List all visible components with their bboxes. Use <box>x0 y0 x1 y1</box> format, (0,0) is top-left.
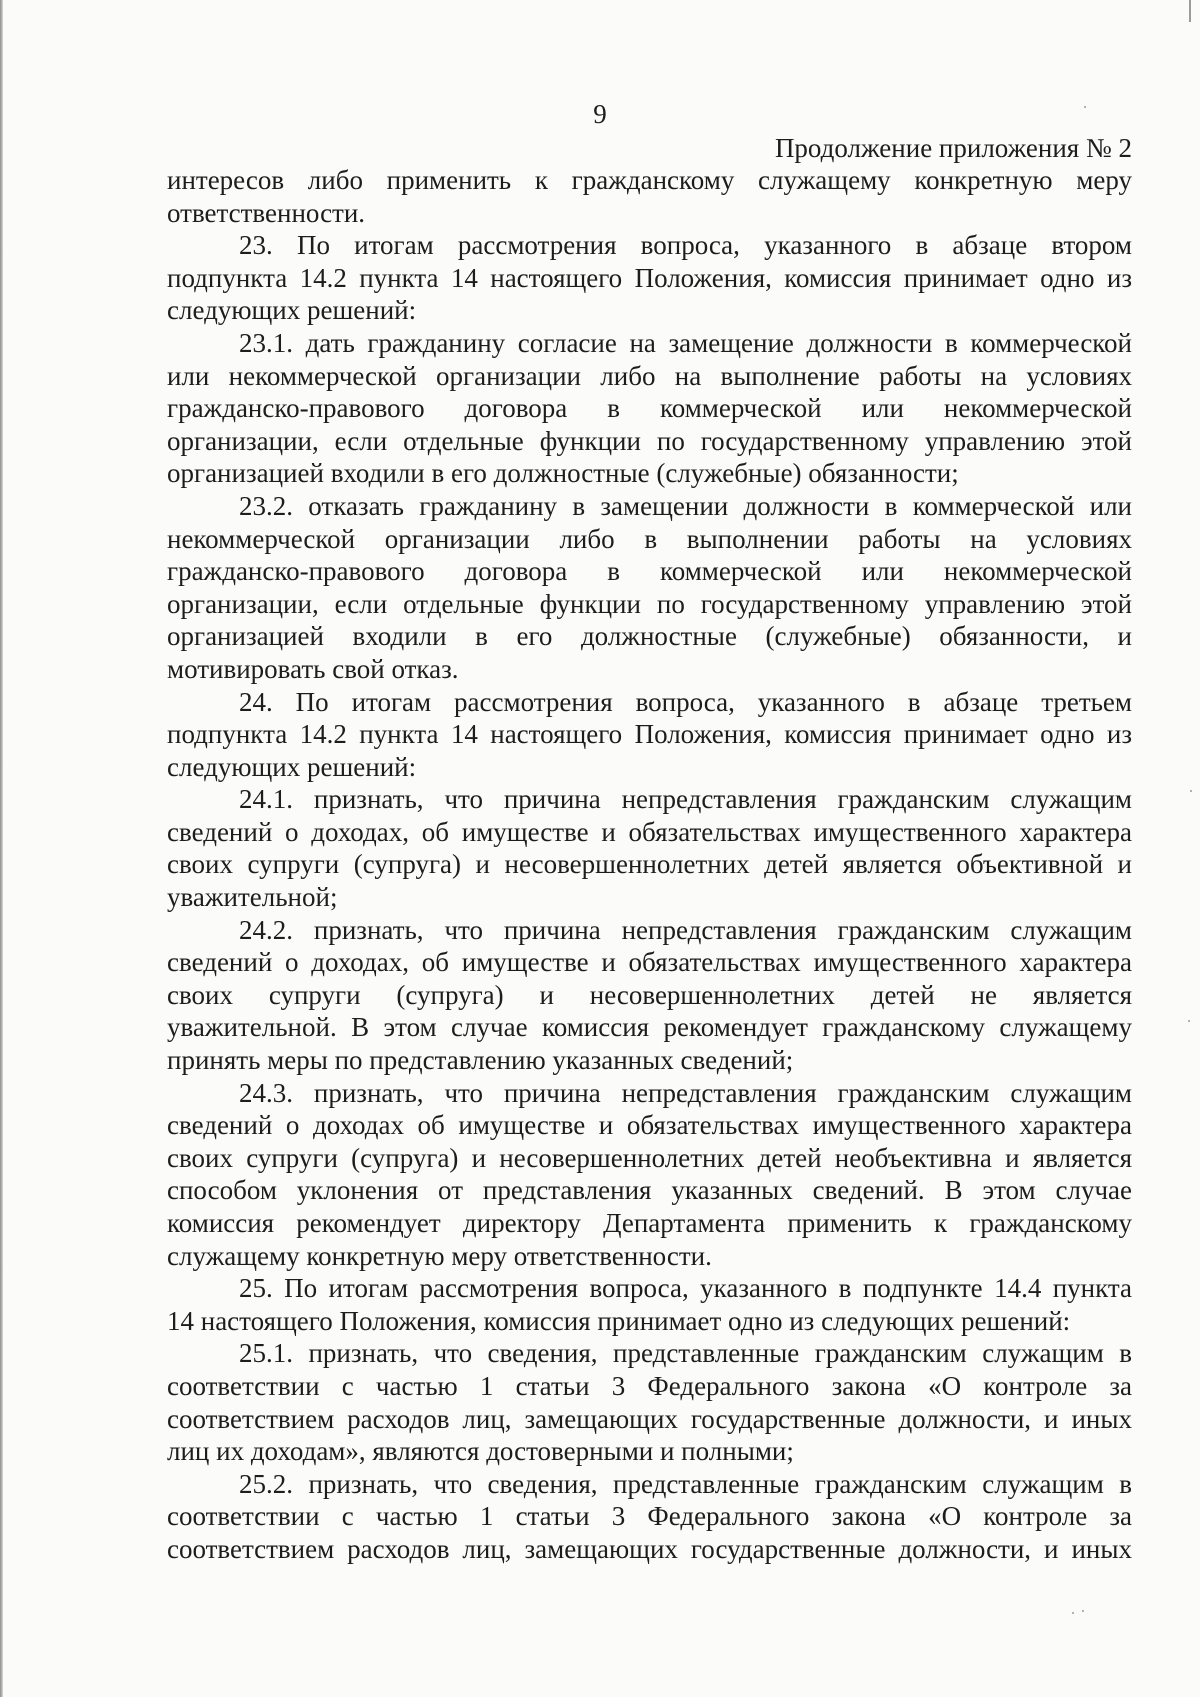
text-line: гражданско-правового договора в коммерческой или некоммерческой <box>167 393 1132 424</box>
text-line: своих супруги (супруга) и несовершеннолетних детей не является <box>167 979 1132 1010</box>
paragraph-p24-2 <box>167 914 1132 1077</box>
text-line: 24.2. признать, что причина непредставления гражданским служащим <box>239 914 1132 945</box>
text-line: 25. По итогам рассмотрения вопроса, указанного в подпункте 14.4 пункта <box>239 1273 1132 1304</box>
paragraph-p25-1 <box>167 1337 1132 1467</box>
text-line: сведений о доходах об имуществе и обязательствах имущественного характера <box>167 1110 1132 1141</box>
paragraph-p23-2 <box>167 490 1132 686</box>
scan-left-edge <box>0 0 3 1697</box>
text-line: своих супруги (супруга) и несовершеннолетних детей необъективна и является <box>167 1142 1132 1173</box>
paragraph-p23 <box>167 229 1132 327</box>
text-line: следующих решений: <box>167 295 417 326</box>
text-line: уважительной. В этом случае комиссия рекомендует гражданскому служащему <box>167 1012 1132 1043</box>
scan-speck <box>1188 1020 1190 1022</box>
text-line: интересов либо применить к гражданскому служащему конкретную меру <box>167 165 1132 195</box>
text-line: способом уклонения от представления указанных сведений. В этом случае <box>167 1175 1132 1206</box>
paragraph-p25-2 <box>167 1468 1132 1566</box>
text-line: следующих решений: <box>167 751 417 782</box>
text-line: соответствием расходов лиц, замещающих государственные должности, и иных <box>167 1533 1132 1564</box>
text-line: подпункта 14.2 пункта 14 настоящего Положения, комиссия принимает одно из <box>167 719 1132 750</box>
text-line: организацией входили в его должностные (служебные) обязанности; <box>167 458 959 489</box>
text-line: 25.1. признать, что сведения, представленные гражданским служащим в <box>239 1338 1132 1369</box>
text-line: сведений о доходах, об имуществе и обязательствах имущественного характера <box>167 947 1132 978</box>
appendix-header: Продолжение приложения № 2 <box>774 133 1132 163</box>
text-line: некоммерческой организации либо в выполнении работы на условиях <box>167 523 1132 554</box>
text-line: соответствием расходов лиц, замещающих государственные должности, и иных <box>167 1403 1132 1434</box>
text-line: комиссия рекомендует директору Департамента применить к гражданскому <box>167 1208 1132 1238</box>
text-line: лиц их доходам», являются достоверными и полными; <box>167 1436 794 1467</box>
text-line: 23.2. отказать гражданину в замещении должности в коммерческой или <box>239 490 1132 521</box>
paragraph-p24-1 <box>167 783 1132 913</box>
text-line: 24.1. признать, что причина непредставления гражданским служащим <box>239 784 1132 815</box>
text-line: соответствии с частью 1 статьи 3 Федерального закона «О контроле за <box>167 1501 1132 1532</box>
text-line: гражданско-правового договора в коммерческой или некоммерческой <box>167 556 1132 587</box>
text-line: организации, если отдельные функции по государственному управлению этой <box>167 588 1132 619</box>
text-line: сведений о доходах, об имуществе и обязательствах имущественного характера <box>167 816 1132 847</box>
scan-speck <box>1082 1610 1084 1612</box>
text-line: ответственности. <box>167 197 366 228</box>
text-line: 23.1. дать гражданину согласие на замещение должности в коммерческой <box>239 327 1132 358</box>
text-line: 24. По итогам рассмотрения вопроса, указанного в абзаце третьем <box>239 686 1132 717</box>
text-line: своих супруги (супруга) и несовершеннолетних детей является объективной и <box>167 849 1132 880</box>
paragraph-p25 <box>167 1272 1132 1337</box>
scan-speck <box>1072 1612 1074 1614</box>
text-line: организацией входили в его должностные (служебные) обязанности, и <box>167 621 1132 652</box>
text-line: принять меры по представлению указанных сведений; <box>167 1045 794 1076</box>
text-line: 24.3. признать, что причина непредставления гражданским служащим <box>239 1077 1132 1108</box>
text-line: 23. По итогам рассмотрения вопроса, указанного в абзаце втором <box>239 230 1132 261</box>
document-body <box>167 164 1132 1566</box>
text-line: мотивировать свой отказ. <box>167 653 459 684</box>
text-line: уважительной; <box>167 882 338 913</box>
text-line: 25.2. признать, что сведения, представленные гражданским служащим в <box>239 1468 1132 1499</box>
text-line: подпункта 14.2 пункта 14 настоящего Положения, комиссия принимает одно из <box>167 262 1132 293</box>
text-line: соответствии с частью 1 статьи 3 Федерального закона «О контроле за <box>167 1370 1132 1401</box>
paragraph-p23-1 <box>167 327 1132 490</box>
paragraph-p24-3 <box>167 1077 1132 1273</box>
paragraph-cont <box>167 164 1132 229</box>
text-line: организации, если отдельные функции по государственному управлению этой <box>167 425 1132 456</box>
scan-speck <box>1190 790 1192 792</box>
scan-edge-mark <box>1189 0 1191 22</box>
paragraph-p24 <box>167 686 1132 784</box>
text-line: или некоммерческой организации либо на выполнение работы на условиях <box>167 360 1132 391</box>
page-number: 9 <box>593 99 607 129</box>
text-line: служащему конкретную меру ответственности. <box>167 1240 712 1271</box>
text-line: 14 настоящего Положения, комиссия принимает одно из следующих решений: <box>167 1305 1071 1336</box>
